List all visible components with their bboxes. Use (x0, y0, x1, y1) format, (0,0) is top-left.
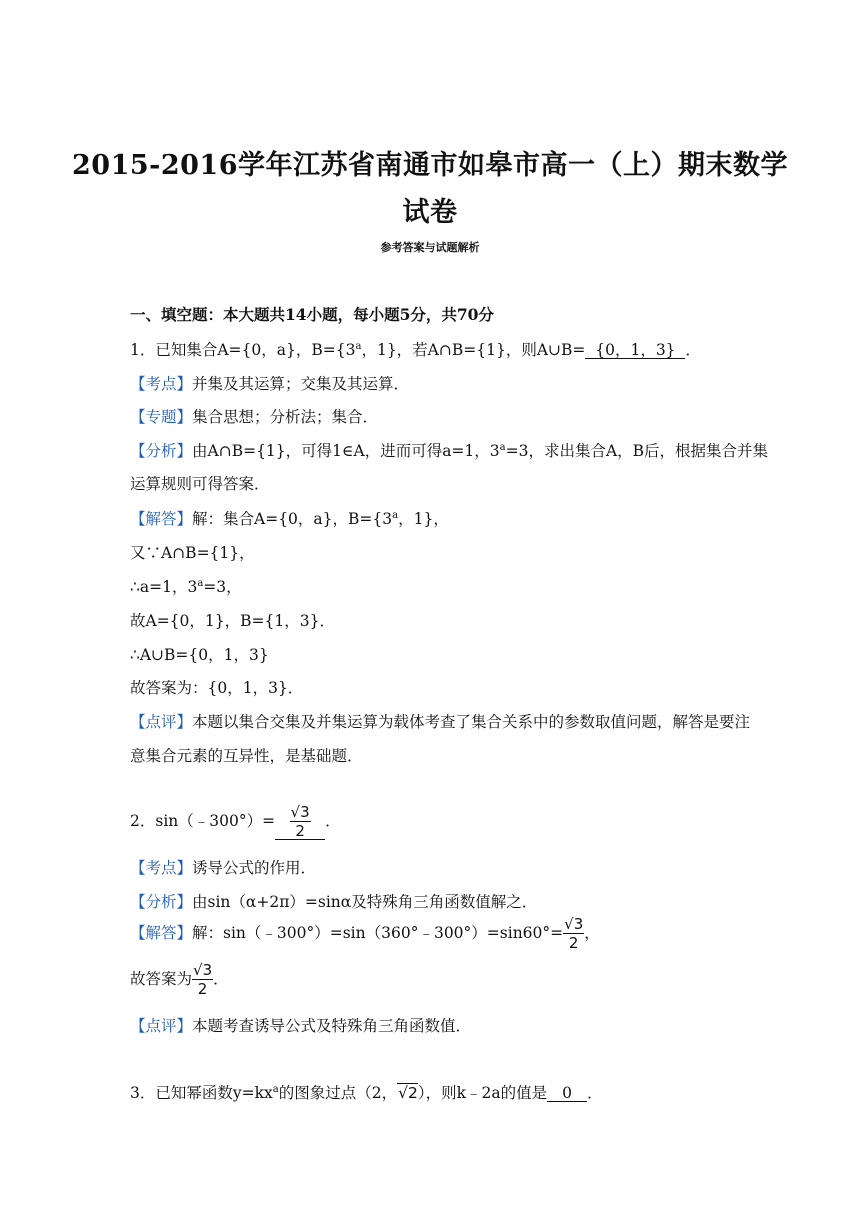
q1-dianping-text1: 本题以集合交集及并集运算为载体考查了集合关系中的参数取值问题，解答是要注 (192, 713, 751, 731)
q2-final-num: √3 (193, 961, 213, 979)
q1-step3: 故A={0，1}，B={1，3}． (130, 612, 335, 630)
q1-kaodian (130, 372, 409, 394)
q1-jieda-tag: 【解答】 (130, 510, 193, 528)
q2-final-end: ． (213, 970, 229, 988)
q1-question-sup: a (355, 340, 362, 352)
q1-dianping-tag: 【点评】 (130, 713, 193, 731)
q1-question-mid: ，1}，若A∩B={1}，则A∪B= (361, 341, 586, 359)
q1-step2-b: =3， (203, 578, 242, 596)
q2-jieda-den: 2 (568, 934, 579, 952)
q3-answer: 0 (547, 1085, 587, 1102)
q2-fenxi-text: 由sin（α+2π）=sinα及特殊角三角函数值解之． (192, 893, 538, 911)
q1-kaodian-tag: 【考点】 (130, 375, 193, 393)
q1-fenxi (130, 439, 768, 461)
q1-fenxi-tag: 【分析】 (130, 442, 193, 460)
q2-kaodian (130, 856, 316, 878)
q2-answer (275, 805, 325, 840)
q2-jieda-num: √3 (564, 915, 584, 933)
q2-answer-num: √3 (290, 803, 310, 821)
page-title-line1: 2015-2016学年江苏省南通市如皋市高一（上）期末数学 (72, 150, 788, 181)
q1-zhuanti (130, 405, 378, 427)
q3-question-mid2: ），则k﹣2a的值是 (417, 1084, 548, 1102)
q2-kaodian-tag: 【考点】 (130, 859, 193, 877)
q1-fenxi-text1b: =3，求出集合A，B后，根据集合并集 (505, 442, 769, 460)
q1-question-end: ． (685, 341, 701, 359)
q2-final-den: 2 (197, 980, 208, 998)
q3-question (130, 1081, 603, 1103)
q1-step2 (130, 575, 242, 597)
q1-fenxi-line2: 运算规则可得答案． (130, 475, 270, 493)
q1-kaodian-text: 并集及其运算；交集及其运算． (192, 375, 410, 393)
q3-question-mid: 的图象过点（2， (278, 1084, 398, 1102)
q2-final (130, 963, 229, 997)
q1-jieda-sup: a (392, 509, 399, 521)
q1-step2-sup: a (197, 577, 204, 589)
q2-question-end: ． (325, 812, 341, 830)
q1-step4: ∴A∪B={0，1，3} (130, 646, 269, 664)
q3-question-prefix: 3．已知幂函数y=kx (130, 1084, 273, 1102)
q1-step1: 又∵A∩B={1}， (130, 544, 255, 562)
q2-dianping-tag: 【点评】 (130, 1017, 193, 1035)
q2-kaodian-text: 诱导公式的作用． (192, 859, 317, 877)
q2-jieda-end: ， (584, 924, 600, 942)
q2-final-fraction (192, 963, 213, 997)
q1-jieda-text-b: ，1}， (398, 510, 449, 528)
q1-dianping (130, 710, 750, 732)
q2-fenxi (130, 890, 537, 912)
q2-jieda-tag: 【解答】 (130, 924, 193, 942)
q1-zhuanti-text: 集合思想；分析法；集合． (192, 408, 379, 426)
q2-final-prefix: 故答案为 (130, 970, 193, 988)
q1-question (130, 338, 701, 360)
q2-jieda-fraction (563, 917, 584, 951)
q2-dianping (130, 1014, 471, 1036)
q1-answer: {0，1，3} (585, 342, 685, 359)
q2-fenxi-tag: 【分析】 (130, 893, 193, 911)
q2-question (130, 805, 341, 840)
q2-answer-den: 2 (295, 822, 305, 840)
q3-question-end: ． (587, 1084, 603, 1102)
q2-answer-fraction (290, 805, 311, 839)
q3-question-sup: a (272, 1083, 279, 1095)
q1-jieda-text-a: 解：集合A={0，a}，B={3 (192, 510, 393, 528)
q1-dianping-line2: 意集合元素的互异性，是基础题． (130, 747, 363, 765)
q1-step5: 故答案为：{0，1，3}． (130, 679, 304, 697)
q1-fenxi-sup: a (499, 441, 506, 453)
section-heading: 一、填空题：本大题共14小题，每小题5分，共70分 (130, 305, 494, 324)
q1-step2-a: ∴a=1，3 (130, 578, 198, 596)
q2-dianping-text: 本题考查诱导公式及特殊角三角函数值． (192, 1017, 472, 1035)
page-subtitle: 参考答案与试题解析 (380, 241, 480, 254)
q1-fenxi-text1a: 由A∩B={1}，可得1∈A，进而可得a=1，3 (192, 442, 500, 460)
q2-question-prefix: 2．sin（﹣300°）= (130, 812, 276, 830)
page-title-line2: 试卷 (402, 197, 458, 228)
q2-jieda (130, 917, 600, 951)
q2-jieda-text: 解：sin（﹣300°）=sin（360°﹣300°）=sin60°= (192, 924, 564, 942)
q1-question-prefix: 1．已知集合A={0，a}，B={3 (130, 341, 356, 359)
q1-jieda (130, 507, 449, 529)
q3-sqrt: √2 (398, 1084, 418, 1102)
q1-zhuanti-tag: 【专题】 (130, 408, 193, 426)
